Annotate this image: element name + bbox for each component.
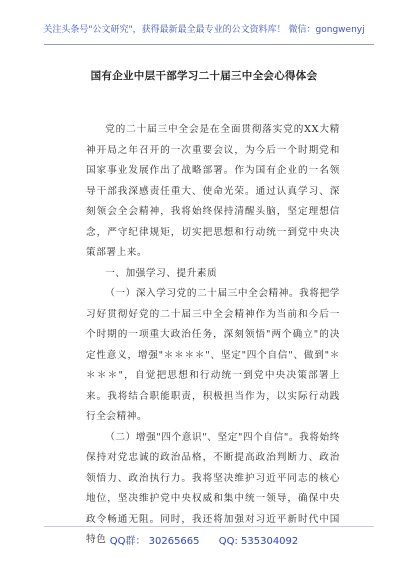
subsection-paragraph-1: （一）深入学习党的二十届三中全会精神。我将把学习好贯彻好党的二十届三中全会精神作为当前和今后一个时期的一项重大政治任务，深刻领悟"两个确立"的决定性意义，增强"＊＊＊＊"、坚定"四个自信"、做到"＊＊＊＊"，自觉把思想和行动统一到党中央决策部署上来。我将结合职能职责，积极担当作为，以实际行动践行全会精神。 bbox=[86, 288, 340, 422]
intro-paragraph: 党的二十届三中全会是在全面贯彻落实党的XX大精神开局之年召开的一次重要会议，为今后一个时期党和国家事业发展作出了战略部署。作为国有企业的一名领导干部我深感责任重大、使命光荣。通过认真学习、深刻领会全会精神，我将始终保持清醒头脑，坚定理想信念，严守纪律规矩，切实把思想和行动统一到党中央决策部署上来。 bbox=[86, 124, 340, 258]
header-promo-note: 关注头条号"公文研究"，获得最新最全最专业的公文资料库！ 微信：gongwenyj bbox=[43, 25, 365, 35]
section-heading: 一、加强学习、提升素质 bbox=[105, 267, 218, 279]
footer-divider bbox=[44, 526, 374, 527]
footer-qq-number: QQ: 535304092 bbox=[218, 536, 299, 547]
subsection-paragraph-2: （二）增强"四个意识"、坚定"四个自信"。我将始终保持对党忠诚的政治品格，不断提高政治判断力、政治领悟力、政治执行力。我将坚决维护习近平同志的核心地位，坚决维护党中央权威和集中统一领导，确保中央政令畅通无阻。同时，我还将加强对习近平新时代中国特色 bbox=[86, 431, 340, 545]
footer-qq-group: QQ群： 30265665 bbox=[109, 536, 200, 547]
document-title: 国有企业中层干部学习二十届三中全会心得体会 bbox=[90, 70, 318, 82]
header-divider bbox=[44, 44, 374, 45]
footer-contact bbox=[0, 532, 408, 547]
document-body bbox=[86, 120, 340, 551]
